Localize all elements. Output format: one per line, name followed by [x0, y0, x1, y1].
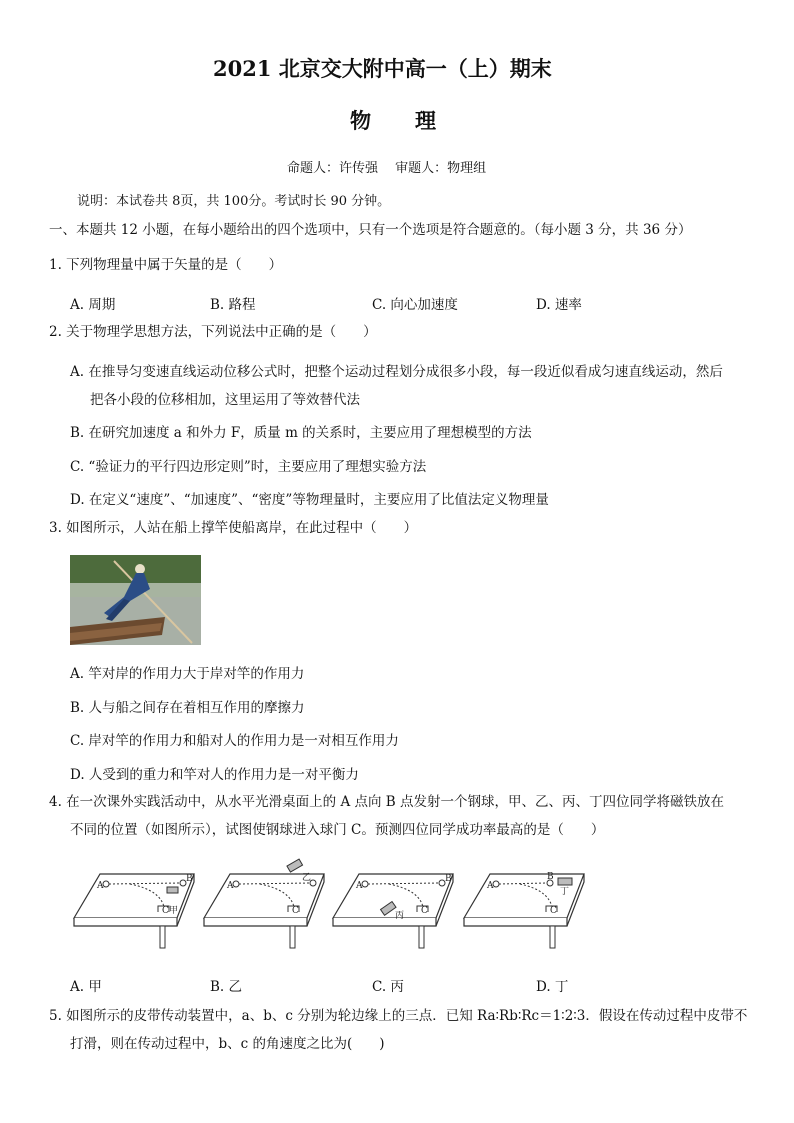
question-2-option-d: D. 在定义“速度”、“加速度”、“密度”等物理量时，主要应用了比值法定义物理量 — [70, 492, 549, 508]
label-ding: 丁 — [560, 887, 570, 897]
label-c-2: C — [292, 906, 299, 916]
question-5-line2: 打滑，则在传动过程中，b、c 的角速度之比为( ) — [70, 1036, 385, 1052]
question-4-figure — [0, 850, 794, 950]
question-4-line2: 不同的位置（如图所示），试图使钢球进入球门 C。预测四位同学成功率最高的是（ ） — [70, 822, 605, 838]
question-1-option-a: A. 周期 — [70, 297, 116, 313]
question-4-option-b: B. 乙 — [210, 979, 243, 995]
question-2-option-b: B. 在研究加速度 a 和外力 F，质量 m 的关系时，主要应用了理想模型的方法 — [70, 425, 532, 441]
subject-title: 物理 — [350, 108, 480, 133]
question-1-option-d: D. 速率 — [536, 297, 582, 313]
label-jia: 甲 — [169, 906, 179, 916]
question-1-stem: 1. 下列物理量中属于矢量的是（ ） — [49, 257, 283, 273]
question-4-option-c: C. 丙 — [372, 979, 404, 995]
question-2-option-a-line2: 把各小段的位移相加，这里运用了等效替代法 — [90, 392, 360, 408]
label-c-1: C — [162, 906, 169, 916]
question-4-option-d: D. 丁 — [536, 979, 569, 995]
authors-line: 命题人：许传强 审题人：物理组 — [287, 161, 487, 176]
question-2-stem: 2. 关于物理学思想方法，下列说法中正确的是（ ） — [49, 324, 377, 340]
label-yi: 乙 — [302, 873, 312, 883]
question-3-option-d: D. 人受到的重力和竿对人的作用力是一对平衡力 — [70, 767, 359, 783]
question-1-option-c: C. 向心加速度 — [372, 297, 458, 313]
table-yi — [204, 859, 324, 948]
question-3-option-c: C. 岸对竿的作用力和船对人的作用力是一对相互作用力 — [70, 733, 399, 749]
boat-pole-photo — [70, 555, 201, 645]
question-4-line1: 4. 在一次课外实践活动中，从水平光滑桌面上的 A 点向 B 点发射一个钢球，甲、乙、丙、丁四位同学将磁铁放在 — [49, 794, 725, 810]
page-title: 2021 北京交大附中高一（上）期末 — [213, 56, 552, 81]
label-c-4: C — [550, 906, 557, 916]
question-3-stem: 3. 如图所示，人站在船上撑竿使船离岸，在此过程中（ ） — [49, 520, 418, 536]
exam-note: 说明：本试卷共 8页，共 100分。考试时长 90 分钟。 — [77, 194, 391, 209]
label-a-4: A — [487, 881, 494, 891]
table-bing — [333, 874, 453, 948]
question-1-option-b: B. 路程 — [210, 297, 256, 313]
question-3-option-a: A. 竿对岸的作用力大于岸对竿的作用力 — [70, 666, 305, 682]
label-a-2: A — [227, 881, 234, 891]
label-a-3: A — [356, 881, 363, 891]
question-2-option-c: C. “验证力的平行四边形定则”时，主要应用了理想实验方法 — [70, 459, 427, 475]
section-heading: 一、本题共 12 小题，在每小题给出的四个选项中，只有一个选项是符合题意的。（每小题 3 分，共 36 分） — [49, 222, 692, 238]
label-b-1: B — [186, 874, 193, 884]
label-a-1: A — [97, 881, 104, 891]
question-5-line1: 5. 如图所示的皮带传动装置中，a、b、c 分别为轮边缘上的三点．已知 Ra∶Rb∶Rc＝1∶2∶3．假设在传动过程中皮带不 — [49, 1008, 748, 1024]
label-bing: 丙 — [395, 911, 405, 921]
question-4-option-a: A. 甲 — [70, 979, 102, 995]
question-3-option-b: B. 人与船之间存在着相互作用的摩擦力 — [70, 700, 305, 716]
label-b-3: B — [445, 874, 452, 884]
question-2-option-a-line1: A. 在推导匀变速直线运动位移公式时，把整个运动过程划分成很多小段，每一段近似看成匀速直线运动，然后 — [70, 364, 723, 380]
table-ding — [464, 872, 584, 948]
table-jia — [74, 874, 194, 948]
label-c-3: C — [421, 906, 428, 916]
label-b-4: B — [547, 872, 554, 882]
